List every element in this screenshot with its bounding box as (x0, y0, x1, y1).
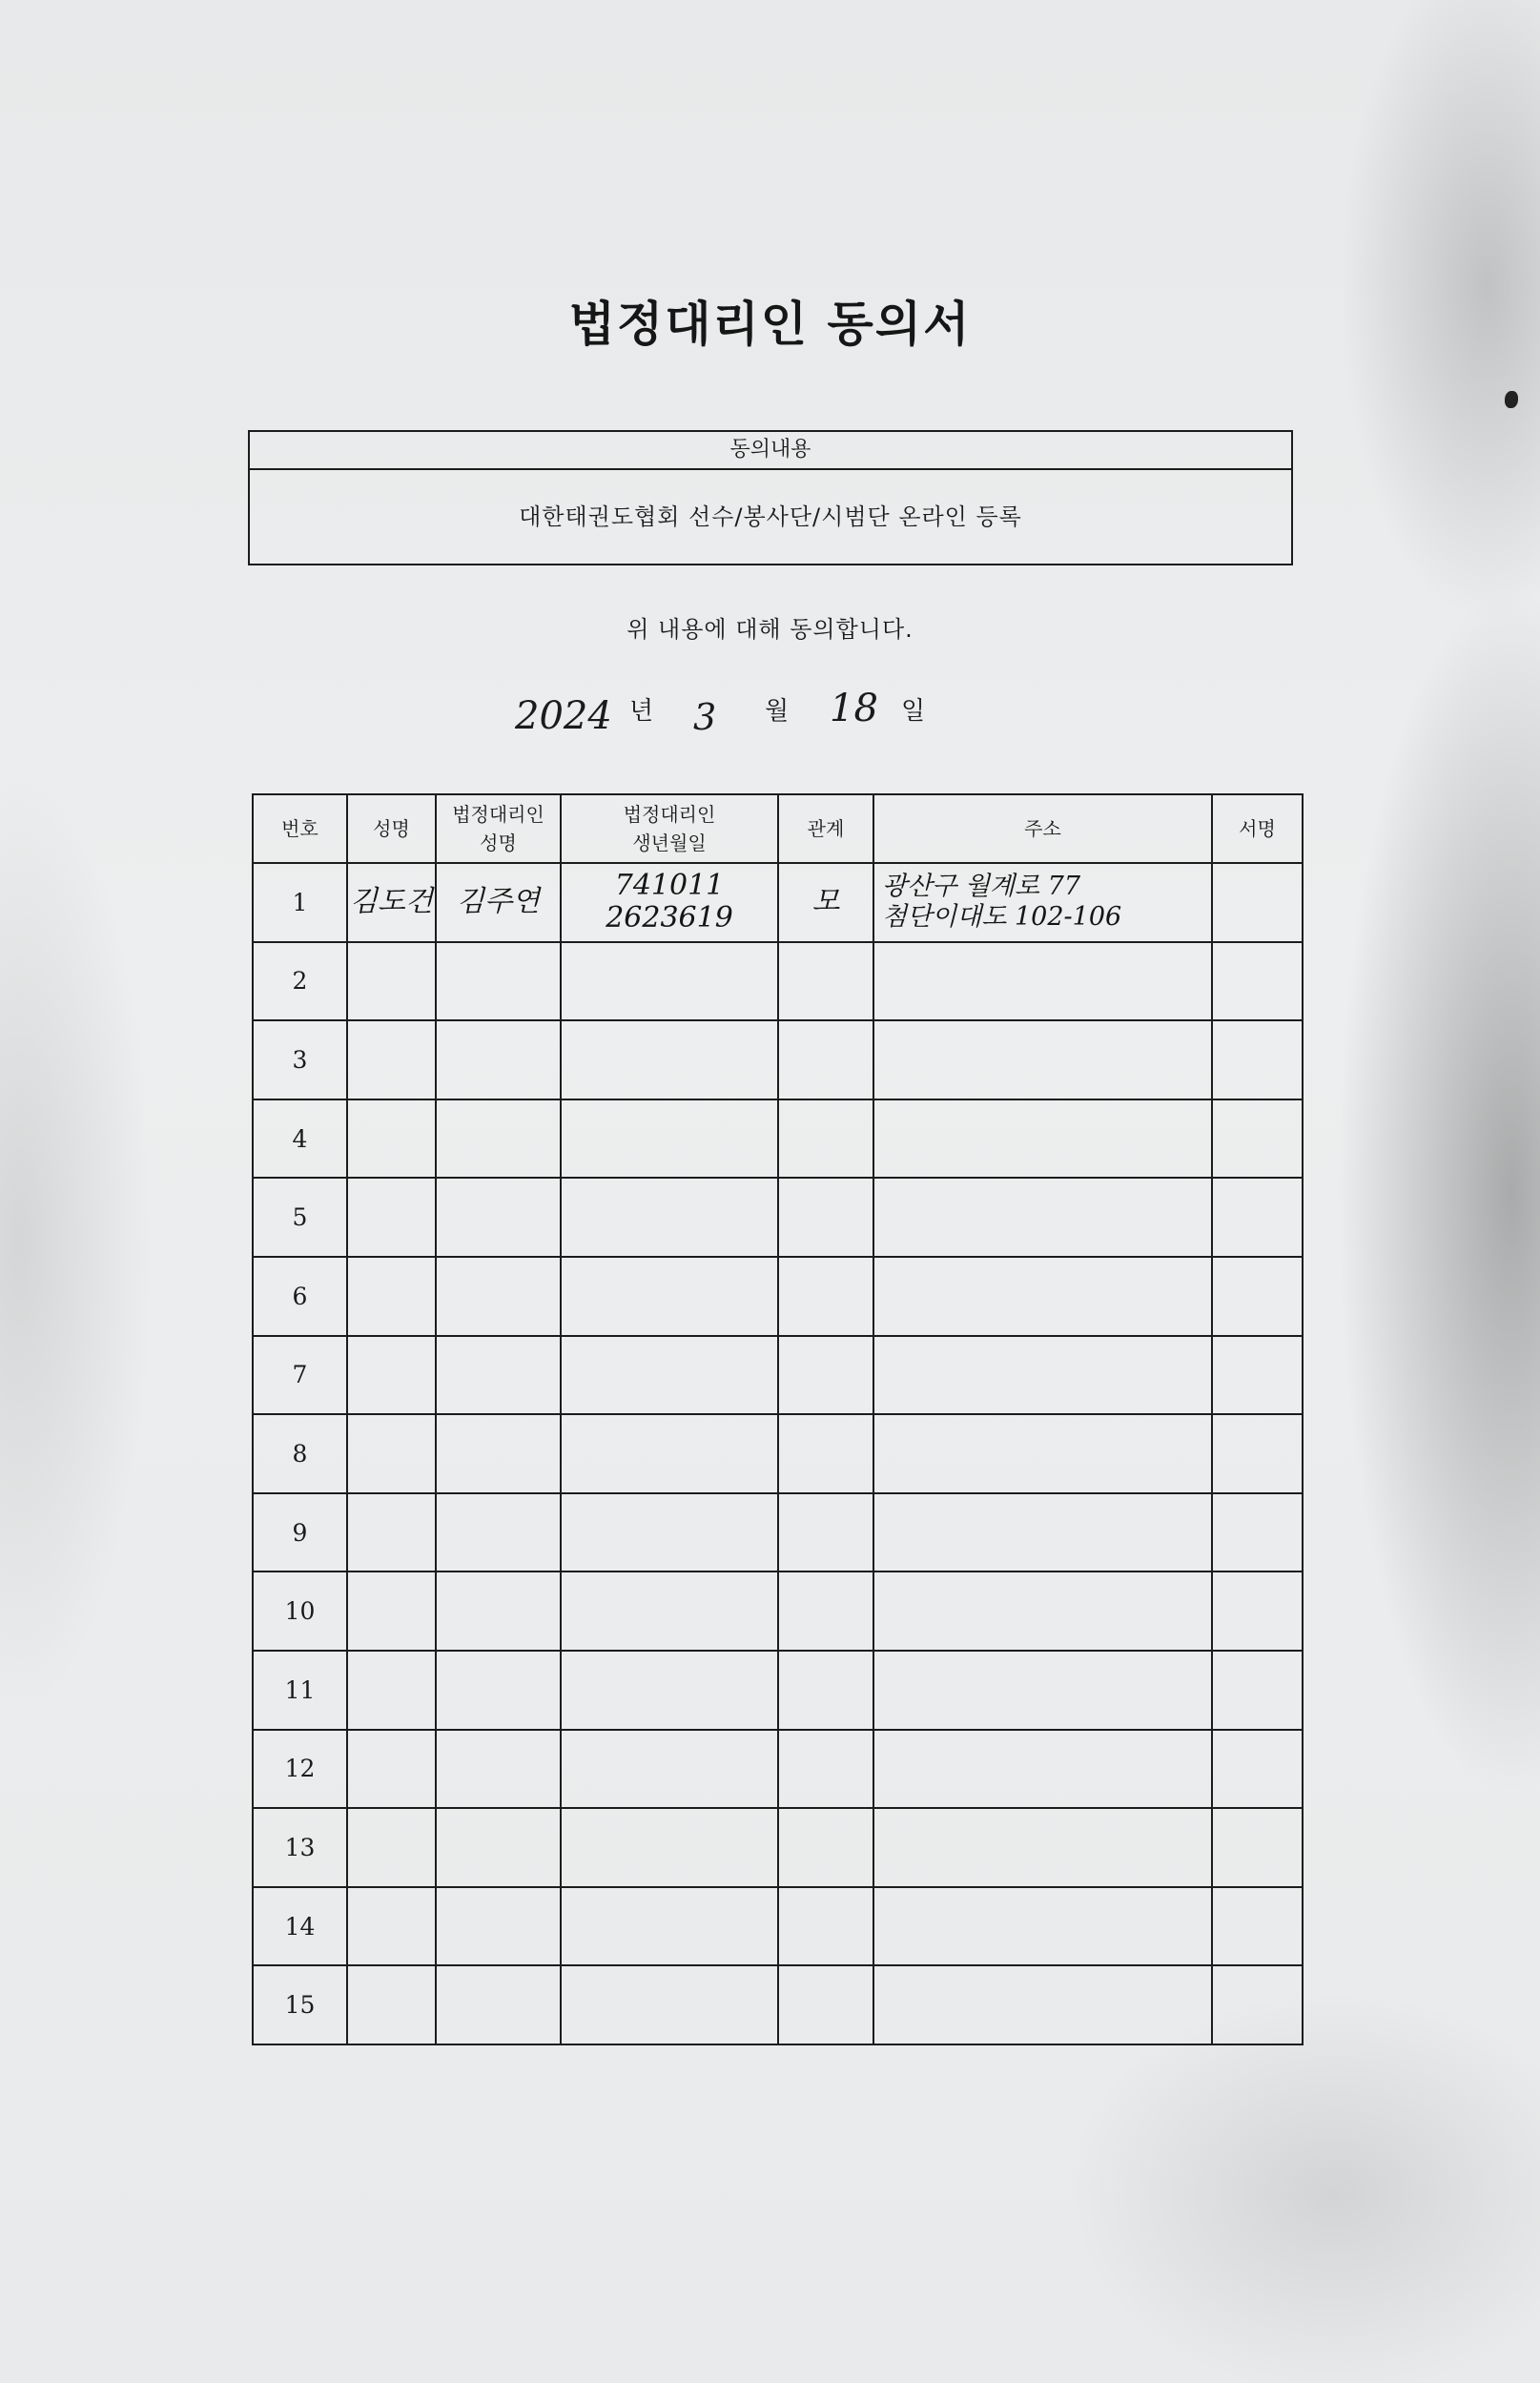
table-row (253, 942, 1303, 1021)
cell-address-line1: 광산구 월계로 77 (882, 872, 1081, 902)
date-month-handwritten: 3 (693, 696, 717, 738)
header-signature: 서명 (1212, 794, 1303, 863)
cell-guardian-name (436, 1730, 561, 1809)
header-name: 성명 (347, 794, 436, 863)
cell-guardian-birth (561, 1493, 778, 1572)
row-number: 12 (253, 1730, 347, 1809)
cell-relation (778, 1020, 873, 1099)
cell-guardian-name (436, 1099, 561, 1179)
cell-name (347, 1257, 436, 1336)
cell-address (873, 863, 1212, 942)
cell-guardian-birth (561, 1887, 778, 1966)
cell-relation (778, 1572, 873, 1651)
cell-relation (778, 1178, 873, 1257)
cell-signature (1212, 1257, 1303, 1336)
cell-signature (1212, 863, 1303, 942)
cell-guardian-name (436, 942, 561, 1021)
cell-relation (778, 1651, 873, 1730)
cell-relation (778, 1099, 873, 1179)
cell-guardian-name (436, 1572, 561, 1651)
cell-signature (1212, 1020, 1303, 1099)
header-relation: 관계 (778, 794, 873, 863)
row-number: 7 (253, 1336, 347, 1415)
cell-name (347, 1572, 436, 1651)
date-year-label: 년 (629, 697, 654, 726)
cell-name (347, 1493, 436, 1572)
row-number: 15 (253, 1965, 347, 2044)
table-row (253, 1099, 1303, 1179)
cell-signature (1212, 1887, 1303, 1966)
cell-name (347, 1336, 436, 1415)
date-month-label: 월 (765, 697, 790, 726)
cell-relation: 모 (778, 863, 873, 942)
cell-signature (1212, 1572, 1303, 1651)
table-body (253, 863, 1303, 2044)
cell-relation (778, 1887, 873, 1966)
cell-guardian-birth (561, 1730, 778, 1809)
cell-signature (1212, 1414, 1303, 1493)
cell-signature (1212, 1178, 1303, 1257)
table-row (253, 1493, 1303, 1572)
cell-guardian-birth (561, 1651, 778, 1730)
table-row (253, 1020, 1303, 1099)
header-guardian-name-line1: 법정대리인 (452, 803, 544, 826)
cell-guardian-birth (561, 1414, 778, 1493)
table-row (253, 1336, 1303, 1415)
table-row (253, 1887, 1303, 1966)
cell-name (347, 1020, 436, 1099)
agree-statement: 위 내용에 대해 동의합니다. (626, 616, 914, 643)
cell-signature (1212, 1493, 1303, 1572)
cell-birth-line1: 741011 (614, 869, 725, 903)
cell-signature (1212, 1730, 1303, 1809)
cell-guardian-name (436, 1257, 561, 1336)
cell-guardian-name (436, 1414, 561, 1493)
cell-name (347, 1099, 436, 1179)
table-row (253, 1730, 1303, 1809)
table-header-row (253, 794, 1303, 863)
cell-guardian-birth (561, 1099, 778, 1179)
cell-guardian-birth (561, 1178, 778, 1257)
header-no: 번호 (253, 794, 347, 863)
cell-guardian-birth (561, 1257, 778, 1336)
cell-name (347, 1965, 436, 2044)
row-number: 9 (253, 1493, 347, 1572)
cell-name (347, 1730, 436, 1809)
page-title: 법정대리인 동의서 (568, 297, 972, 352)
cell-address (873, 1651, 1212, 1730)
row-number: 10 (253, 1572, 347, 1651)
cell-signature (1212, 1965, 1303, 2044)
date-day-handwritten: 18 (830, 687, 878, 730)
cell-address (873, 1020, 1212, 1099)
cell-address (873, 1808, 1212, 1887)
row-number: 4 (253, 1099, 347, 1179)
cell-guardian-birth (561, 1020, 778, 1099)
table-row (253, 1651, 1303, 1730)
cell-guardian-name (436, 1808, 561, 1887)
consent-body: 대한태권도협회 선수/봉사단/시범단 온라인 등록 (519, 503, 1022, 530)
cell-signature (1212, 1099, 1303, 1179)
cell-relation (778, 1730, 873, 1809)
cell-address (873, 1414, 1212, 1493)
cell-name (347, 942, 436, 1021)
ink-speck (1505, 391, 1518, 408)
table-row (253, 1808, 1303, 1887)
cell-address (873, 1336, 1212, 1415)
cell-guardian-name (436, 1020, 561, 1099)
cell-address (873, 1887, 1212, 1966)
row-number: 2 (253, 942, 347, 1021)
cell-guardian-birth (561, 1808, 778, 1887)
table-row (253, 1178, 1303, 1257)
cell-guardian-name: 김주연 (436, 863, 561, 942)
cell-guardian-name (436, 1887, 561, 1966)
cell-guardian-name (436, 1336, 561, 1415)
cell-relation (778, 942, 873, 1021)
cell-birth-line2: 2623619 (606, 901, 733, 935)
date-year-handwritten: 2024 (515, 694, 612, 738)
cell-guardian-birth (561, 1965, 778, 2044)
header-guardian-name (436, 794, 561, 863)
header-guardian-birth-line2: 생년월일 (632, 832, 707, 854)
header-guardian-birth (561, 794, 778, 863)
cell-signature (1212, 1336, 1303, 1415)
cell-address (873, 1730, 1212, 1809)
consent-box (248, 430, 1293, 565)
row-number: 1 (253, 863, 347, 942)
header-address: 주소 (873, 794, 1212, 863)
registration-table (252, 793, 1304, 2045)
table-row (253, 863, 1303, 942)
cell-relation (778, 1257, 873, 1336)
row-number: 11 (253, 1651, 347, 1730)
table-row (253, 1414, 1303, 1493)
cell-guardian-name (436, 1178, 561, 1257)
cell-name (347, 1178, 436, 1257)
cell-address (873, 1178, 1212, 1257)
cell-address (873, 942, 1212, 1021)
row-number: 3 (253, 1020, 347, 1099)
table-row (253, 1965, 1303, 2044)
cell-name (347, 1651, 436, 1730)
cell-signature (1212, 942, 1303, 1021)
cell-name (347, 1808, 436, 1887)
cell-address-line2: 첨단이대도 102-106 (882, 902, 1122, 933)
cell-address (873, 1572, 1212, 1651)
row-number: 13 (253, 1808, 347, 1887)
cell-guardian-name (436, 1651, 561, 1730)
cell-relation (778, 1493, 873, 1572)
header-guardian-birth-line1: 법정대리인 (623, 803, 716, 826)
cell-address (873, 1099, 1212, 1179)
cell-relation (778, 1414, 873, 1493)
row-number: 14 (253, 1887, 347, 1966)
cell-guardian-birth (561, 1572, 778, 1651)
cell-guardian-birth (561, 1336, 778, 1415)
header-guardian-name-line2: 성명 (480, 832, 517, 854)
cell-guardian-birth (561, 863, 778, 942)
table-row (253, 1572, 1303, 1651)
cell-name: 김도건 (347, 863, 436, 942)
row-number: 6 (253, 1257, 347, 1336)
cell-name (347, 1887, 436, 1966)
cell-address (873, 1965, 1212, 2044)
row-number: 5 (253, 1178, 347, 1257)
row-number: 8 (253, 1414, 347, 1493)
cell-guardian-name (436, 1493, 561, 1572)
cell-guardian-name (436, 1965, 561, 2044)
cell-relation (778, 1808, 873, 1887)
date-day-label: 일 (901, 697, 926, 726)
cell-signature (1212, 1808, 1303, 1887)
table-row (253, 1257, 1303, 1336)
cell-signature (1212, 1651, 1303, 1730)
cell-address (873, 1257, 1212, 1336)
cell-relation (778, 1965, 873, 2044)
consent-header: 동의내용 (250, 432, 1291, 470)
cell-relation (778, 1336, 873, 1415)
cell-name (347, 1414, 436, 1493)
cell-address (873, 1493, 1212, 1572)
cell-guardian-birth (561, 942, 778, 1021)
